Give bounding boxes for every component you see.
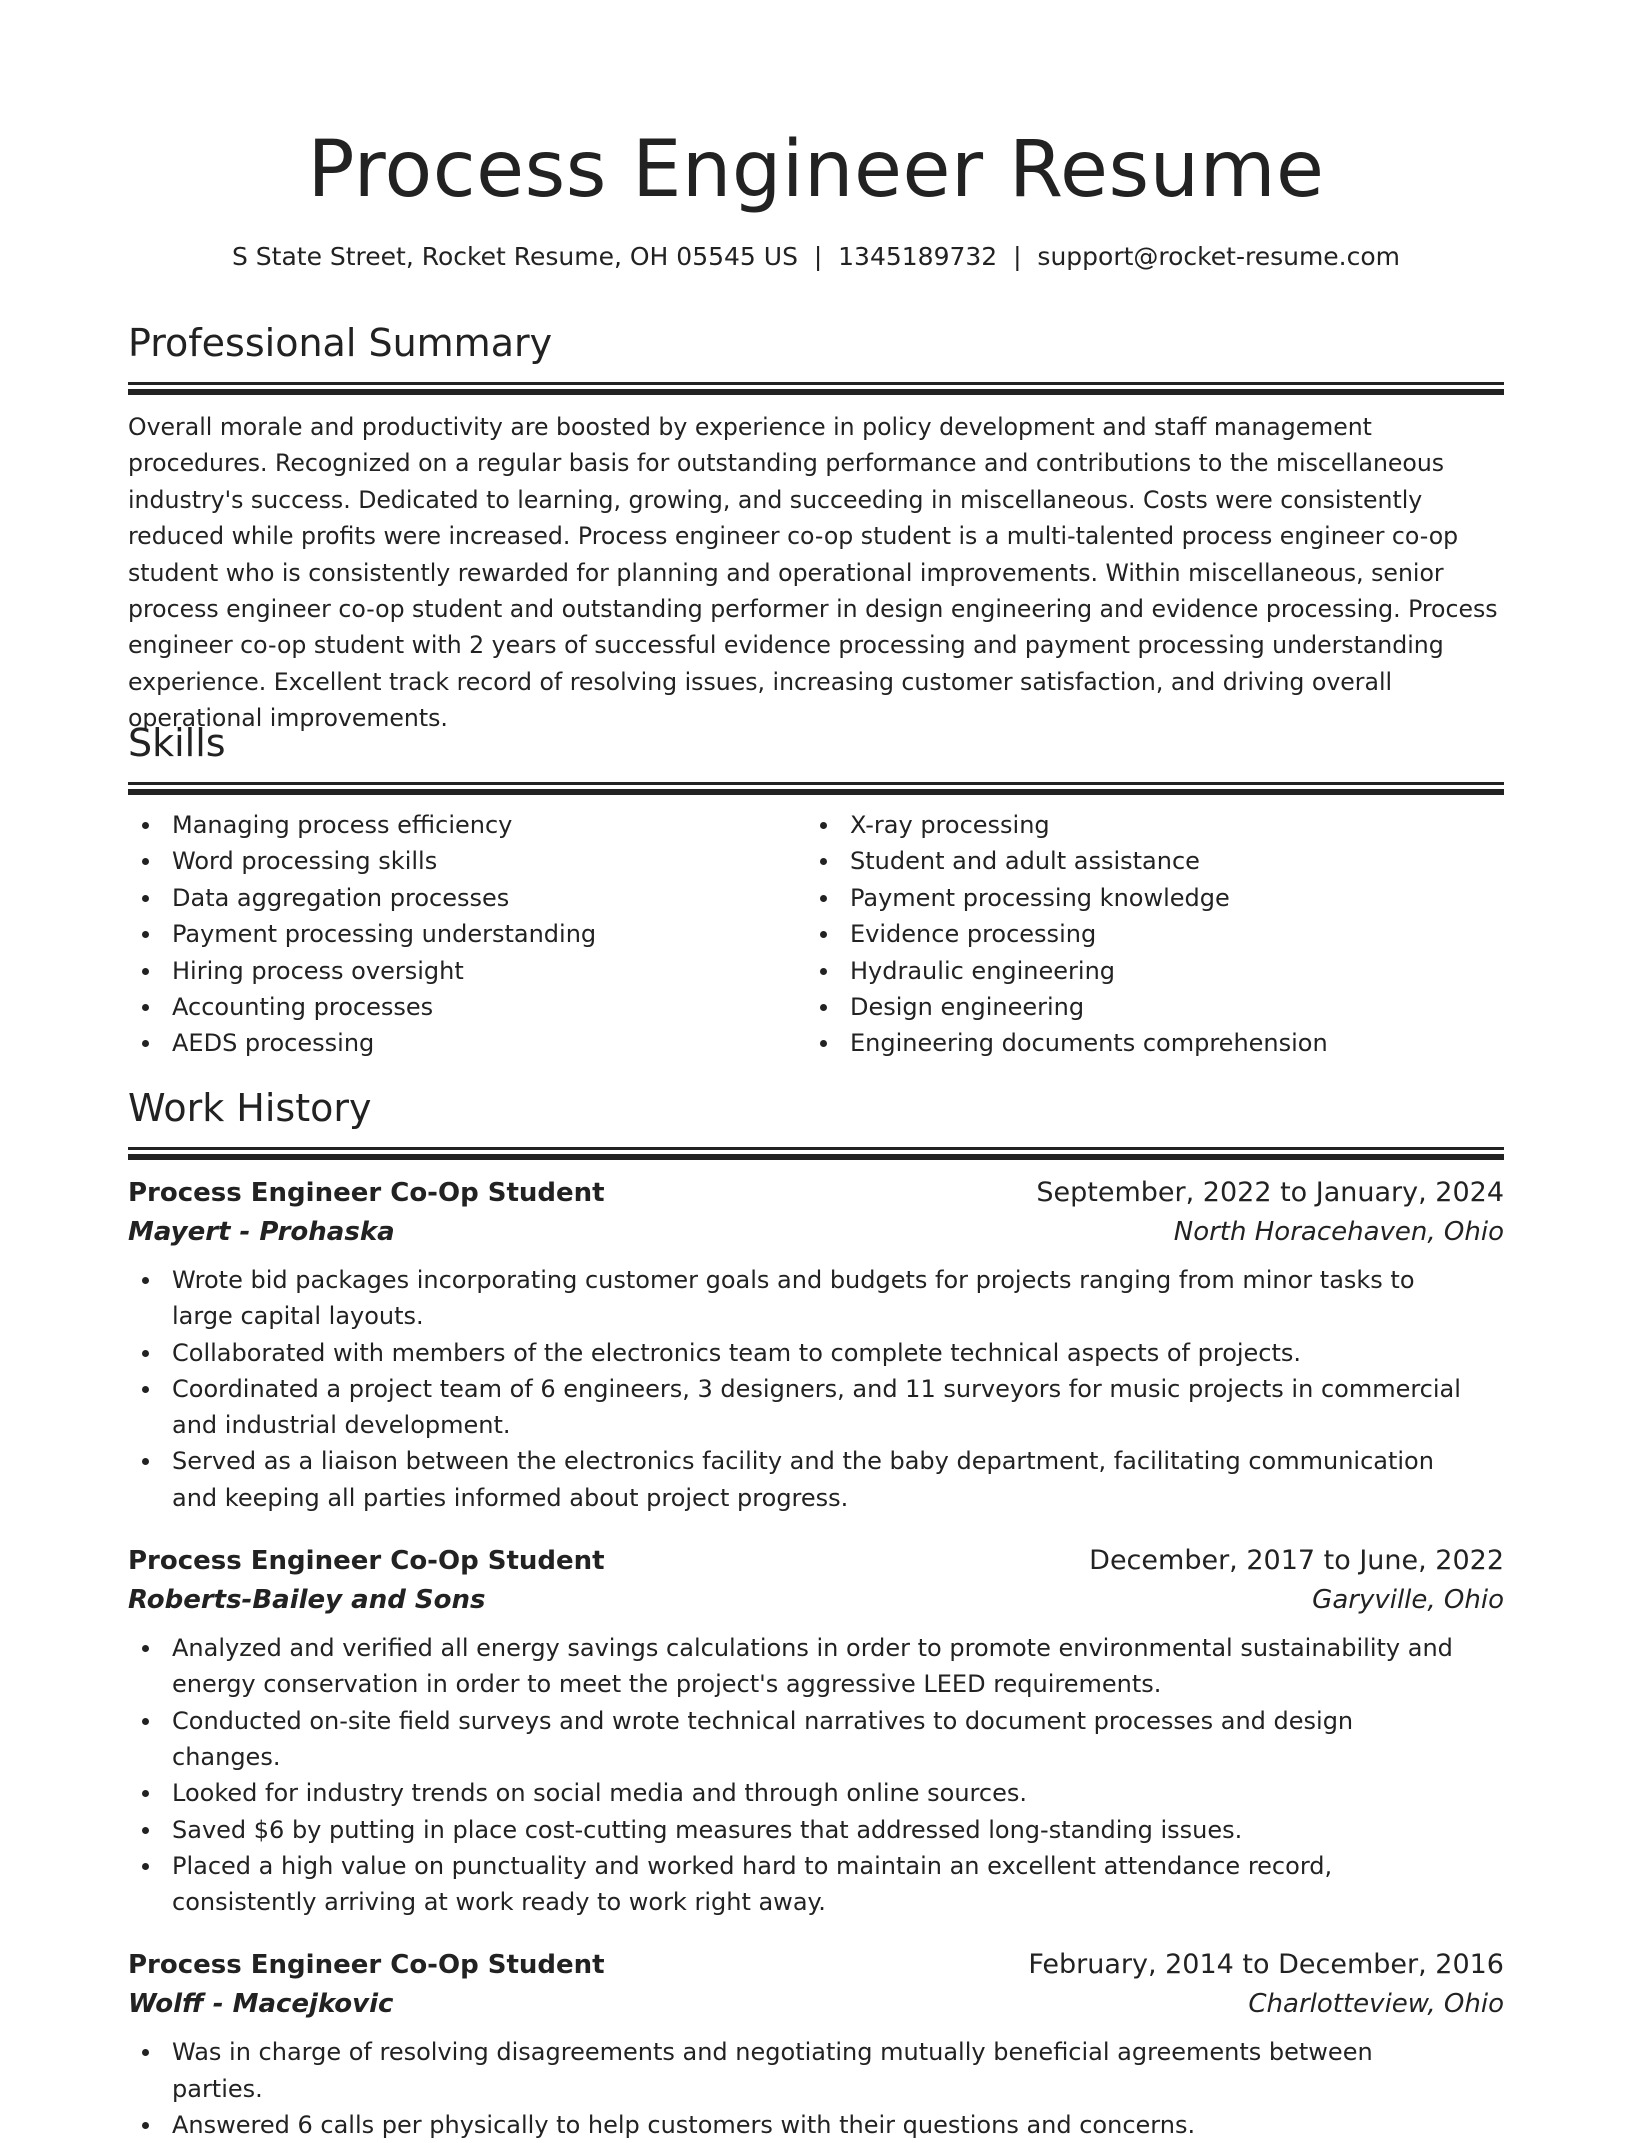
- skills-list-right: [806, 807, 1484, 1062]
- job-bullets: [128, 1630, 1504, 1920]
- job-bullet: Analyzed and verified all energy savings calculations in order to promote environmental sustainability and energy conservation in order to meet the project's aggressive LEED requirements.: [128, 1630, 1504, 1703]
- skill-item: Word processing skills: [128, 843, 806, 879]
- job-bullet: Served as a liaison between the electronics facility and the baby department, facilitating communication and keeping all parties informed about project progress.: [128, 1443, 1504, 1516]
- job-header: [128, 1542, 1504, 1580]
- skill-item: Evidence processing: [806, 916, 1484, 952]
- skill-item: AEDS processing: [128, 1025, 806, 1061]
- skill-item: Managing process efficiency: [128, 807, 806, 843]
- job-bullet: Conducted on-site field surveys and wrote technical narratives to document processes and design changes.: [128, 1703, 1504, 1776]
- section-divider-thick: [128, 1154, 1504, 1160]
- skills-columns: [128, 807, 1504, 1062]
- job-bullet: Saved $6 by putting in place cost-cutting measures that addressed long-standing issues.: [128, 1812, 1504, 1848]
- skill-item: Payment processing knowledge: [806, 880, 1484, 916]
- summary-heading: Professional Summary: [128, 321, 553, 365]
- job-subheader: [128, 1984, 1504, 2024]
- skill-item: Student and adult assistance: [806, 843, 1484, 879]
- section-divider: [128, 782, 1504, 785]
- summary-text: Overall morale and productivity are boosted by experience in policy development and staff management procedures. Recognized on a regular basis for outstanding performance and contributions to the miscellaneous industry's success. Dedicated to learning, growing, and succeeding in miscellaneous. Costs were consistently reduced while profits were increased. Process engineer co-op student is a multi-talented process engineer co-op student who is consistently rewarded for planning and operational improvements. Within miscellaneous, senior process engineer co-op student and outstanding performer in design engineering and evidence processing. Process engineer co-op student with 2 years of successful evidence processing and payment processing understanding experience. Excellent track record of resolving issues, increasing customer satisfaction, and driving overall operational improvements.: [128, 413, 1498, 733]
- skill-item: Hiring process oversight: [128, 953, 806, 989]
- skill-item: Accounting processes: [128, 989, 806, 1025]
- section-divider: [128, 382, 1504, 385]
- skill-item: X-ray processing: [806, 807, 1484, 843]
- job-entry: [128, 1174, 1504, 1516]
- job-bullet: Collaborated with members of the electronics team to complete technical aspects of projects.: [128, 1335, 1504, 1371]
- skills-list-left: [128, 807, 806, 1062]
- job-bullet: Wrote bid packages incorporating customer goals and budgets for projects ranging from minor tasks to large capital layouts.: [128, 1262, 1504, 1335]
- contact-line: S State Street, Rocket Resume, OH 05545 US | 1345189732 | support@rocket-resume.com: [231, 242, 1401, 271]
- job-dates: February, 2014 to December, 2016: [1028, 1949, 1504, 1981]
- work-heading: Work History: [128, 1086, 372, 1130]
- skill-item: Data aggregation processes: [128, 880, 806, 916]
- job-company: Wolff - Macejkovic: [128, 1989, 394, 2020]
- job-title: Process Engineer Co-Op Student: [128, 1178, 605, 1208]
- work-section: [128, 1083, 1504, 2143]
- section-divider: [128, 1147, 1504, 1150]
- job-bullet: Placed a high value on punctuality and worked hard to maintain an excellent attendance record, consistently arriving at work ready to work right away.: [128, 1848, 1504, 1921]
- skill-item: Design engineering: [806, 989, 1484, 1025]
- skill-item: Payment processing understanding: [128, 916, 806, 952]
- job-company: Roberts-Bailey and Sons: [128, 1585, 486, 1616]
- job-bullet: Looked for industry trends on social media and through online sources.: [128, 1775, 1504, 1811]
- job-location: North Horacehaven, Ohio: [1173, 1217, 1504, 1247]
- job-entry: [128, 1542, 1504, 1920]
- job-location: Charlotteview, Ohio: [1248, 1989, 1504, 2020]
- job-dates: September, 2022 to January, 2024: [1036, 1177, 1504, 1208]
- job-subheader: [128, 1212, 1504, 1252]
- skills-heading: Skills: [128, 721, 226, 765]
- skills-section: [128, 718, 1504, 1062]
- job-header: [128, 1174, 1504, 1212]
- skill-item: Hydraulic engineering: [806, 953, 1484, 989]
- job-bullet: Answered 6 calls per physically to help customers with their questions and concerns.: [128, 2107, 1504, 2143]
- skill-item: Engineering documents comprehension: [806, 1025, 1484, 1061]
- job-header: [128, 1946, 1504, 1984]
- summary-section: [128, 318, 1504, 737]
- job-title: Process Engineer Co-Op Student: [128, 1950, 605, 1981]
- job-entry: [128, 1946, 1504, 2143]
- job-bullets: [128, 2034, 1504, 2143]
- section-divider-thick: [128, 389, 1504, 395]
- job-company: Mayert - Prohaska: [128, 1217, 395, 1247]
- job-subheader: [128, 1580, 1504, 1620]
- resume-title: Process Engineer Resume: [307, 125, 1325, 215]
- job-bullet: Coordinated a project team of 6 engineers, 3 designers, and 11 surveyors for music projects in commercial and industrial development.: [128, 1371, 1504, 1444]
- job-location: Garyville, Ohio: [1312, 1585, 1504, 1616]
- job-title: Process Engineer Co-Op Student: [128, 1546, 605, 1577]
- section-divider-thick: [128, 789, 1504, 795]
- job-bullets: [128, 1262, 1504, 1516]
- job-dates: December, 2017 to June, 2022: [1089, 1545, 1504, 1577]
- job-bullet: Was in charge of resolving disagreements and negotiating mutually beneficial agreements between parties.: [128, 2034, 1504, 2107]
